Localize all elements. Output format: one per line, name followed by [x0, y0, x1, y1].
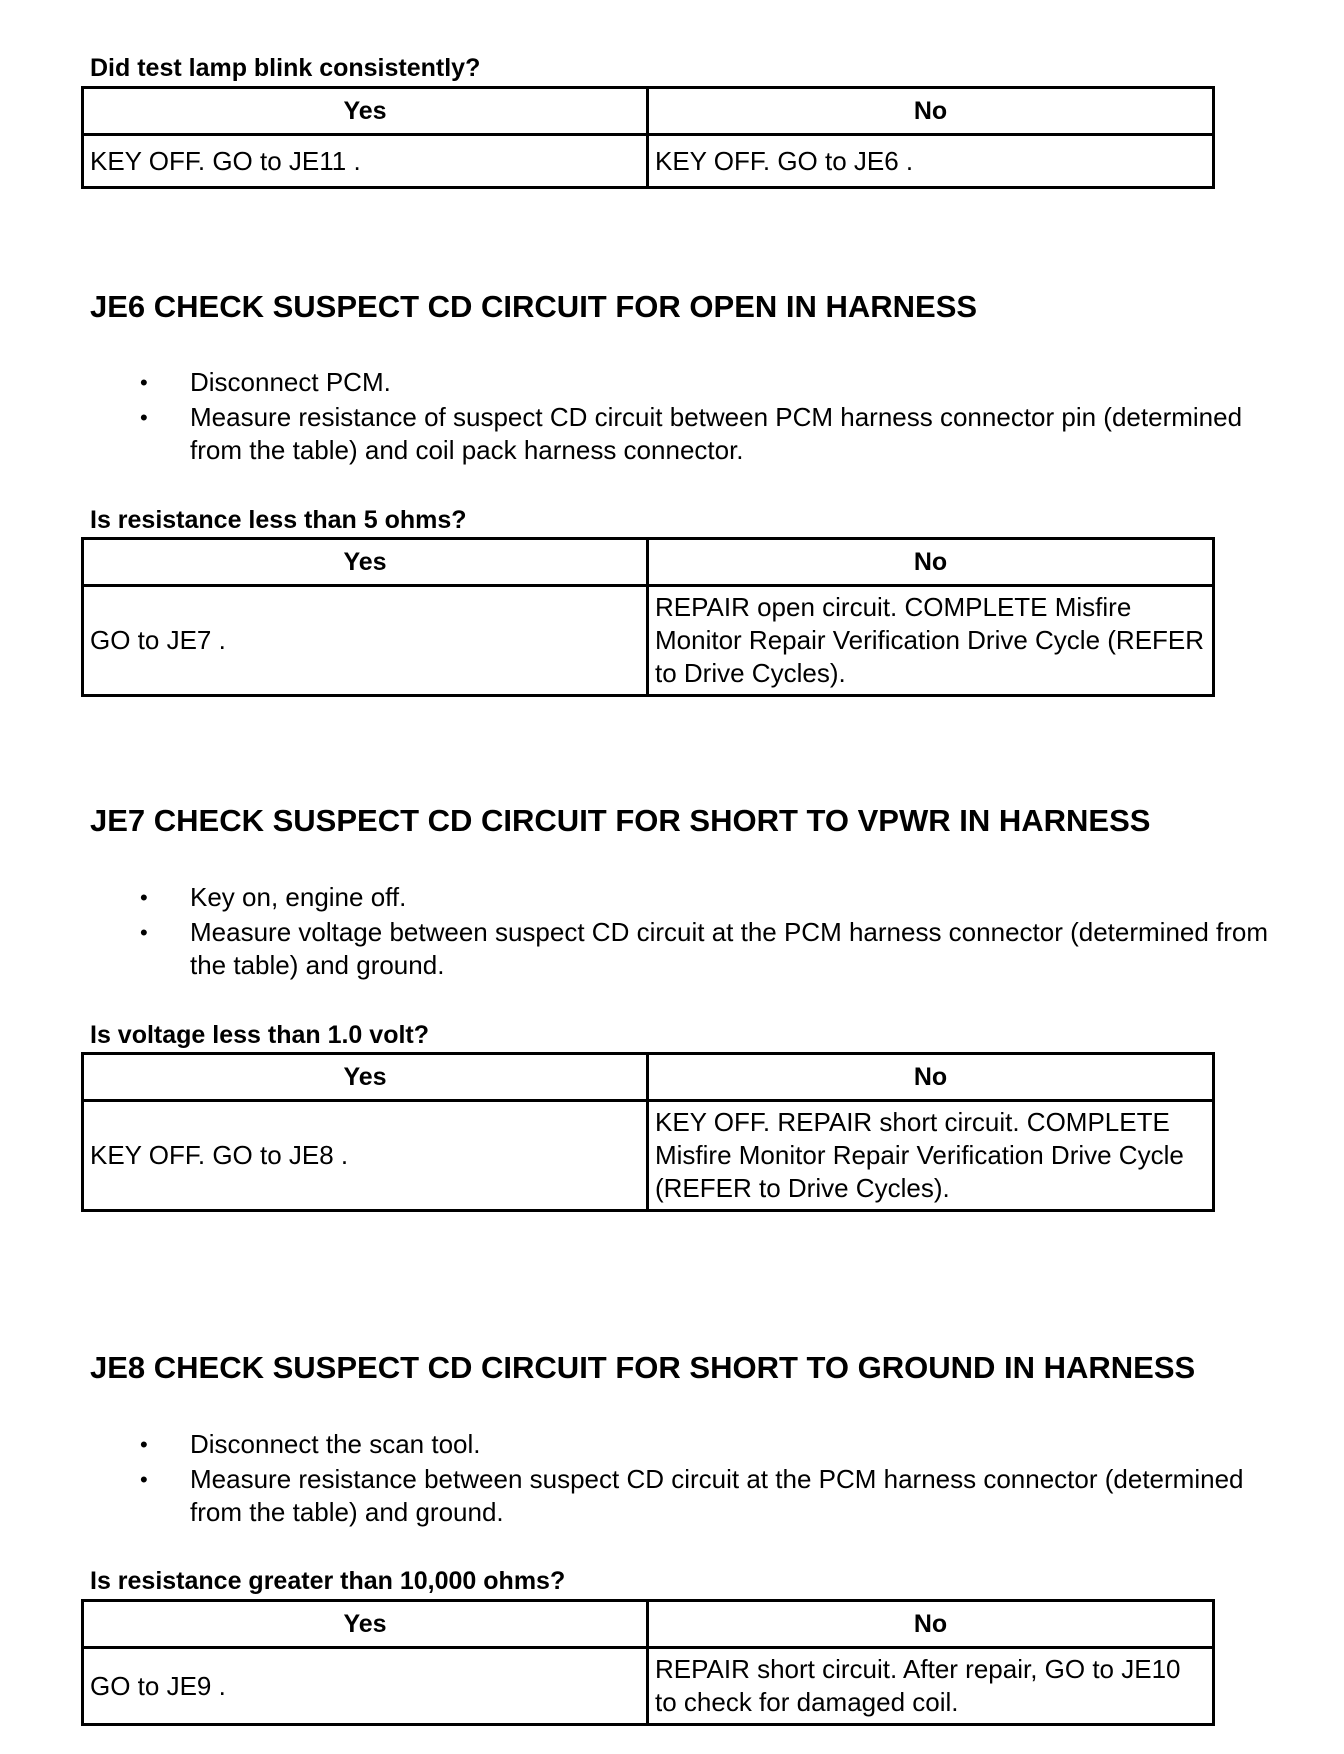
bullet-list-je8 — [0, 1428, 1300, 1531]
table-header-row — [83, 1054, 1214, 1101]
bullet-list-je7 — [0, 881, 1300, 984]
no-header: No — [648, 1601, 1214, 1648]
list-item: • Key on, engine off. — [140, 882, 407, 912]
list-item: • Disconnect PCM. — [140, 367, 391, 397]
table-row — [83, 1101, 1214, 1211]
yes-header: Yes — [83, 88, 648, 135]
question-je6: Is resistance less than 5 ohms? — [90, 506, 467, 534]
no-header: No — [648, 1054, 1214, 1101]
no-action: KEY OFF. GO to JE6 . — [648, 135, 1214, 188]
list-item: • Disconnect the scan tool. — [140, 1429, 481, 1459]
list-item: • Measure resistance of suspect CD circuit between PCM harness connector pin (determined from the table) and coil pack harness connector. — [140, 402, 1243, 465]
yes-header: Yes — [83, 1054, 648, 1101]
bullet-icon: • — [140, 920, 148, 945]
table-header-row — [83, 539, 1214, 586]
table-header-row — [83, 88, 1214, 135]
table-header-row — [83, 1601, 1214, 1648]
yes-header: Yes — [83, 539, 648, 586]
yes-action: GO to JE9 . — [83, 1648, 648, 1725]
answer-table-je6 — [81, 537, 1215, 697]
yes-action: KEY OFF. GO to JE11 . — [83, 135, 648, 188]
answer-table-je7 — [81, 1052, 1215, 1212]
yes-action: GO to JE7 . — [83, 586, 648, 696]
table-row — [83, 135, 1214, 188]
bullet-list-je6 — [0, 366, 1300, 469]
bullet-icon: • — [140, 1432, 148, 1457]
heading-je7: JE7 CHECK SUSPECT CD CIRCUIT FOR SHORT TO VPWR IN HARNESS — [90, 803, 1151, 838]
heading-je6: JE6 CHECK SUSPECT CD CIRCUIT FOR OPEN IN HARNESS — [90, 289, 978, 324]
list-item: • Measure voltage between suspect CD circuit at the PCM harness connector (determined from the table) and ground. — [140, 917, 1269, 980]
bullet-icon: • — [140, 885, 148, 910]
question-je7: Is voltage less than 1.0 volt? — [90, 1021, 430, 1049]
answer-table-test-lamp — [81, 86, 1215, 189]
question-test-lamp: Did test lamp blink consistently? — [90, 54, 481, 82]
answer-table-je8 — [81, 1599, 1215, 1726]
bullet-icon: • — [140, 1467, 148, 1492]
bullet-icon: • — [140, 405, 148, 430]
no-action: REPAIR short circuit. After repair, GO to JE10 to check for damaged coil. — [648, 1648, 1214, 1725]
question-je8: Is resistance greater than 10,000 ohms? — [90, 1567, 566, 1595]
table-row — [83, 586, 1214, 696]
list-item: • Measure resistance between suspect CD circuit at the PCM harness connector (determined from the table) and ground. — [140, 1464, 1244, 1527]
no-action: REPAIR open circuit. COMPLETE Misfire Monitor Repair Verification Drive Cycle (REFER to Drive Cycles). — [648, 586, 1214, 696]
table-row — [83, 1648, 1214, 1725]
bullet-icon: • — [140, 370, 148, 395]
no-header: No — [648, 539, 1214, 586]
yes-action: KEY OFF. GO to JE8 . — [83, 1101, 648, 1211]
no-header: No — [648, 88, 1214, 135]
no-action: KEY OFF. REPAIR short circuit. COMPLETE Misfire Monitor Repair Verification Drive Cycle (REFER to Drive Cycles). — [648, 1101, 1214, 1211]
yes-header: Yes — [83, 1601, 648, 1648]
heading-je8: JE8 CHECK SUSPECT CD CIRCUIT FOR SHORT TO GROUND IN HARNESS — [90, 1350, 1196, 1385]
